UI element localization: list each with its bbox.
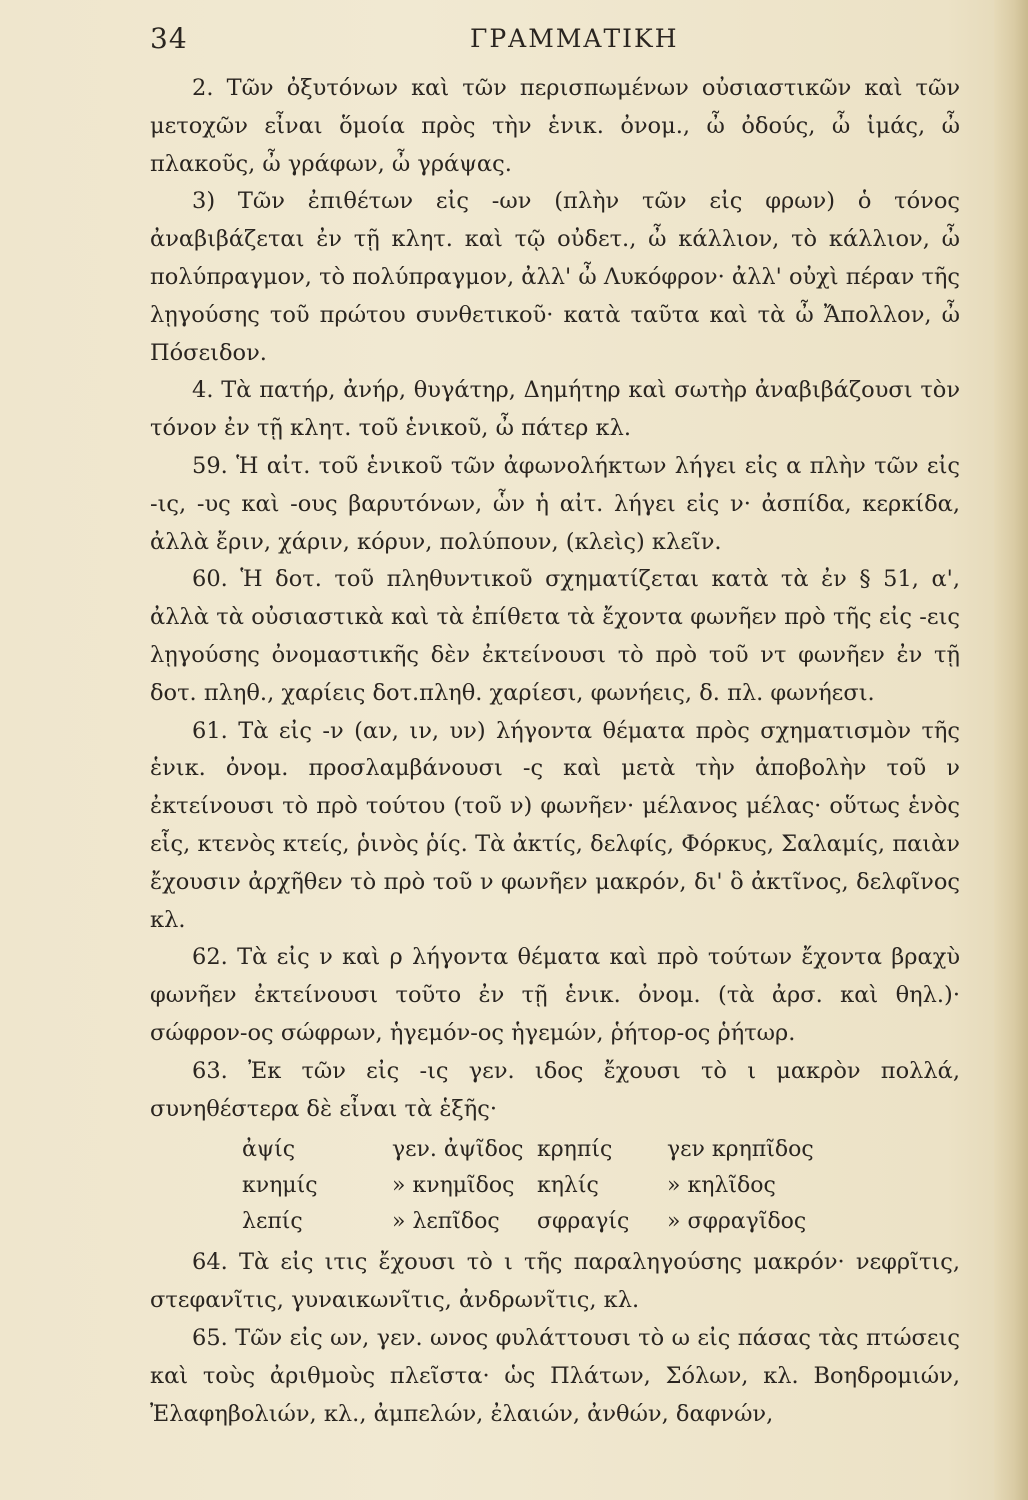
vocabulary-table	[242, 1132, 960, 1240]
paragraph-65: 65. Τῶν εἰς ων, γεν. ωνος φυλάττουσι τὸ ω εἰς πάσας τὰς πτώσεις καὶ τοὺς ἀριθμοὺς πλεῖστα· ὡς Πλάτων, Σόλων, κλ. Βοηδρομιών, Ἐλαφηβολιών, κλ., ἀμπελών, ἐλαιών, ἀνθών, δαφνών,	[150, 1324, 960, 1427]
paragraph-4: 4. Τὰ πατήρ, ἀνήρ, θυγάτηρ, Δημήτηρ καὶ σωτὴρ ἀναβιβάζουσι τὸν τόνον ἐν τῇ κλητ. τοῦ ἑνικοῦ, ὦ πάτερ κλ.	[150, 377, 960, 442]
vocab-word: κρηπίς	[537, 1137, 613, 1163]
page-edge	[994, 0, 1028, 1500]
running-title: ΓΡΑΜΜΑΤΙΚΗ	[470, 24, 679, 53]
paragraph-60: 60. Ἡ δοτ. τοῦ πληθυντικοῦ σχηματίζεται κατὰ τὰ ἐν § 51, α', ἀλλὰ τὰ οὐσιαστικὰ καὶ τὰ ἐπίθετα τὰ ἔχοντα φωνῆεν πρὸ τῆς εἰς -εις λῃγούσης ὀνομαστικῆς δὲν ἐκτείνουσι τὸ πρὸ τοῦ ντ φωνῆεν ἐν τῇ δοτ. πληθ., χαρίεις δοτ.πληθ. χαρίεσι, φωνήεις, δ. πλ. φωνήεσι.	[150, 566, 960, 706]
vocab-genitive: γεν. ἀψῖδος	[392, 1137, 524, 1163]
paragraph-62: 62. Τὰ εἰς ν καὶ ρ λήγοντα θέματα καὶ πρὸ τούτων ἔχοντα βραχὺ φωνῆεν ἐκτείνουσι τοῦτο ἐν τῇ ἑνικ. ὀνομ. (τὰ ἀρσ. καὶ θηλ.)· σώφρον-ος σώφρων, ἡγεμόν-ος ἡγεμών, ῥήτορ-ος ῥήτωρ.	[150, 944, 960, 1046]
page-number: 34	[150, 22, 188, 55]
vocab-word: ἀψίς	[242, 1137, 296, 1163]
paragraph-63: 63. Ἐκ τῶν εἰς -ις γεν. ιδος ἔχουσι τὸ ι μακρὸν πολλά, συνηθέστερα δὲ εἶναι τὰ ἑξῆς·	[150, 1057, 960, 1122]
paragraph-64: 64. Τὰ εἰς ιτις ἔχουσι τὸ ι τῆς παραληγούσης μακρόν· νεφρῖτις, στεφανῖτις, γυναικωνῖτις, ἀνδρωνῖτις, κλ.	[150, 1249, 960, 1314]
vocab-genitive: » κνημῖδος	[392, 1173, 515, 1199]
page-header	[150, 22, 990, 62]
paragraph-3: 3) Τῶν ἐπιθέτων εἰς -ων (πλὴν τῶν εἰς φρων) ὁ τόνος ἀναβιβάζεται ἐν τῇ κλητ. καὶ τῷ οὐδετ., ὦ κάλλιον, τὸ κάλλιον, ὦ πολύπραγμον, τὸ πολύπραγμον, ἀλλ' ὦ Λυκόφρον· ἀλλ' οὐχὶ πέραν τῆς λῃγούσης τοῦ πρώτου συνθετικοῦ· κατὰ ταῦτα καὶ τὰ ὦ Ἄπολλον, ὦ Πόσειδον.	[150, 188, 961, 366]
vocab-word: λεπίς	[242, 1209, 303, 1235]
vocab-genitive: » κηλῖδος	[667, 1173, 776, 1199]
vocab-genitive: » σφραγῖδος	[667, 1209, 807, 1235]
vocab-word: σφραγίς	[537, 1209, 630, 1235]
paragraph-59: 59. Ἡ αἰτ. τοῦ ἑνικοῦ τῶν ἀφωνολήκτων λήγει εἰς α πλὴν τῶν εἰς -ις, -υς καὶ -ους βαρυτόνων, ὧν ἡ αἰτ. λήγει εἰς ν· ἀσπίδα, κερκίδα, ἀλλὰ ἔριν, χάριν, κόρυν, πολύπουν, (κλεὶς) κλεῖν.	[150, 452, 960, 555]
paragraph-2: 2. Τῶν ὀξυτόνων καὶ τῶν περισπωμένων οὐσιαστικῶν καὶ τῶν μετοχῶν εἶναι ὅμοία πρὸς τὴν ἑνικ. ὀνομ., ὦ ὀδούς, ὦ ἱμάς, ὦ πλακοῦς, ὦ γράφων, ὦ γράψας.	[150, 75, 960, 177]
page-body	[150, 70, 960, 1433]
vocab-genitive: » λεπῖδος	[392, 1209, 500, 1235]
vocab-word: κηλίς	[537, 1173, 599, 1199]
paragraph-61: 61. Τὰ εἰς -ν (αν, ιν, υν) λήγοντα θέματα πρὸς σχηματισμὸν τῆς ἑνικ. ὀνομ. προσλαμβάνουσι -ς καὶ μετὰ τὴν ἀποβολὴν τοῦ ν ἐκτείνουσι τὸ πρὸ τούτου (τοῦ ν) φωνῆεν· μέλανος μέλας· οὕτως ἑνὸς εἷς, κτενὸς κτείς, ῥινὸς ῥίς. Τὰ ἀκτίς, δελφίς, Φόρκυς, Σαλαμίς, παιὰν ἔχουσιν ἀρχῆθεν τὸ πρὸ τοῦ ν φωνῆεν μακρόν, δι' ὃ ἀκτῖνος, δελφῖνος κλ.	[150, 717, 960, 933]
vocab-word: κνημίς	[242, 1173, 318, 1199]
vocab-genitive: γεν κρηπῖδος	[667, 1137, 814, 1163]
